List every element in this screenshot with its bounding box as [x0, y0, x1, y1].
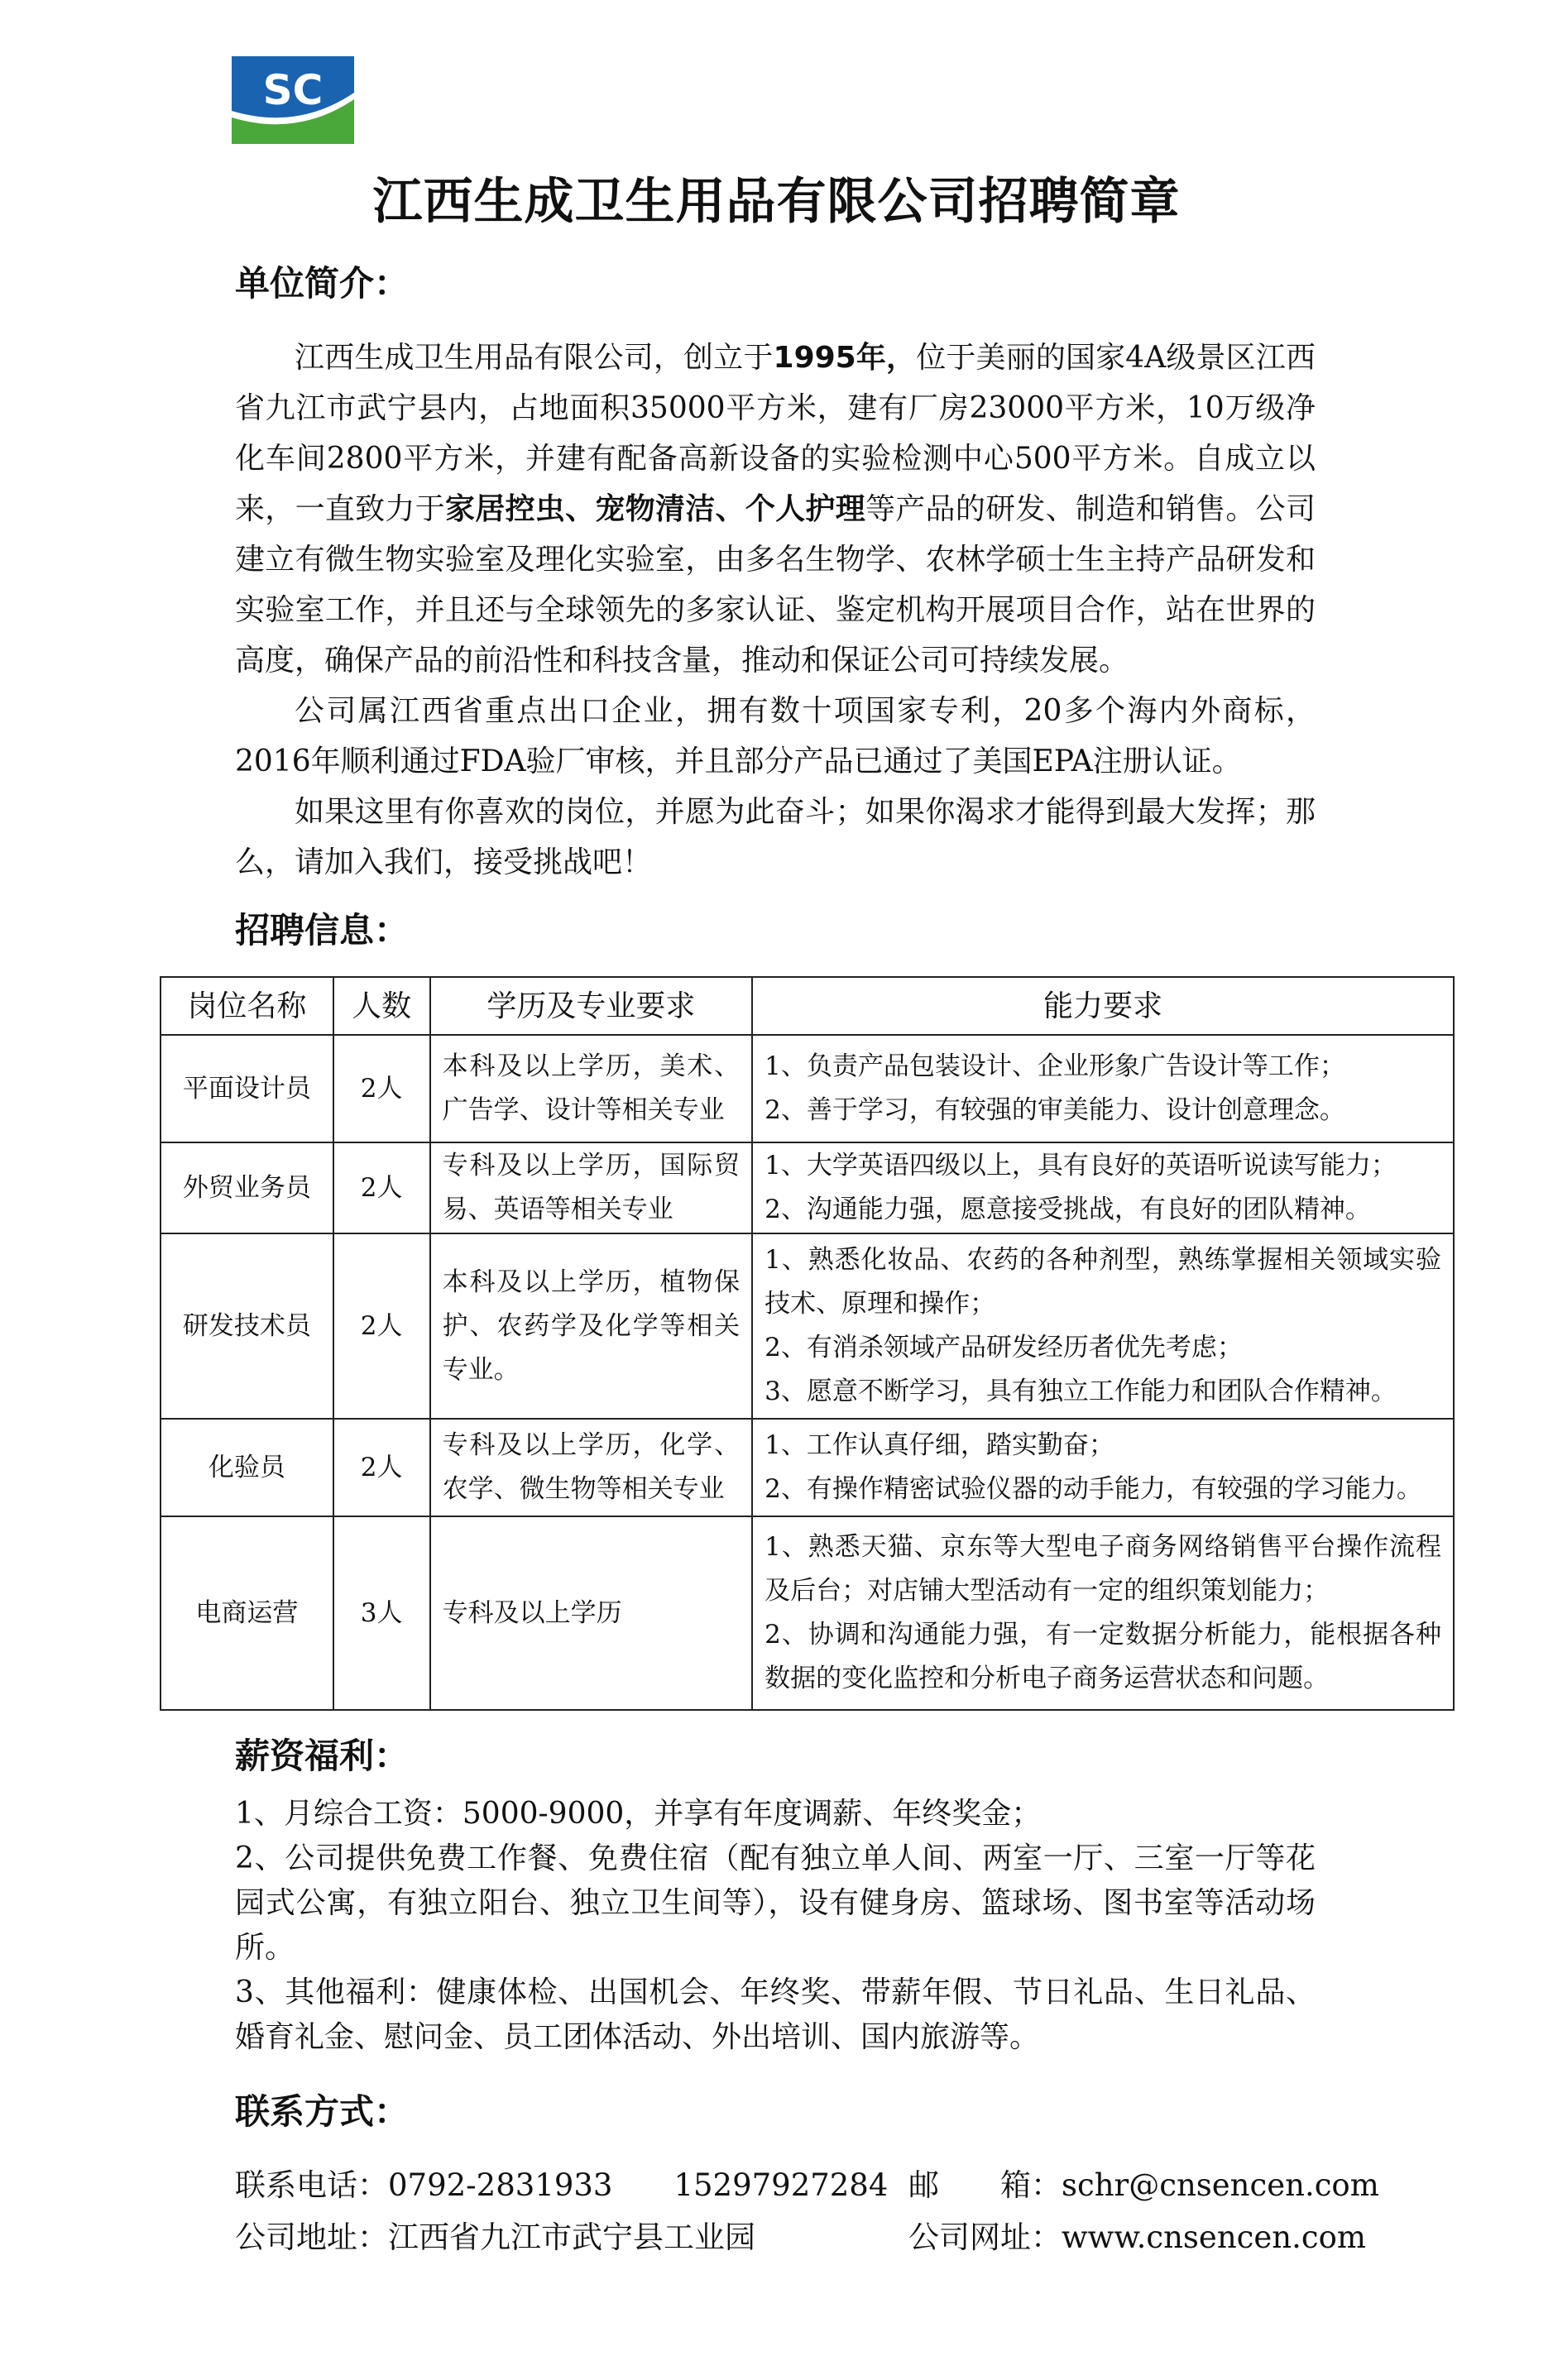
table-row: [161, 1142, 1454, 1233]
ability-item: 2、有消杀领域产品研发经历者优先考虑；: [765, 1333, 1243, 1362]
count-cell: 2人: [333, 1142, 430, 1233]
header-education: 学历及专业要求: [430, 977, 753, 1035]
count-cell: 2人: [333, 1233, 430, 1419]
position-cell: 外贸业务员: [161, 1142, 333, 1233]
abilities-cell: [752, 1516, 1454, 1710]
ability-item: 2、有操作精密试验仪器的动手能力，有较强的学习能力。: [765, 1474, 1422, 1504]
contact-website[interactable]: 公司网址：www.cnsencen.com: [908, 2220, 1366, 2255]
intro-paragraph-3: 如果这里有你喜欢的岗位，并愿为此奋斗；如果你渴求才能得到最大发挥；那么，请加入我们，接受挑战吧！: [235, 795, 1316, 879]
job-table-header: [161, 977, 1454, 1035]
position-cell: 平面设计员: [161, 1035, 333, 1142]
abilities-cell: [752, 1233, 1454, 1419]
ability-item: 1、负责产品包装设计、企业形象广告设计等工作；: [765, 1051, 1345, 1081]
education-cell: 本科及以上学历，植物保护、农药学及化学等相关专业。: [430, 1233, 753, 1419]
abilities-cell: [752, 1035, 1454, 1142]
ability-item: 2、善于学习，有较强的审美能力、设计创意理念。: [765, 1095, 1345, 1125]
benefit-item-2: 2、公司提供免费工作餐、免费住宿（配有独立单人间、两室一厅、三室一厅等花园式公寓，有独立阳台、独立卫生间等），设有健身房、篮球场、图书室等活动场所。: [235, 1841, 1316, 1965]
table-row: [161, 1035, 1454, 1142]
benefit-item-1: 1、月综合工资：5000-9000，并享有年度调薪、年终奖金；: [235, 1797, 1042, 1831]
job-table: [160, 976, 1455, 1711]
table-row: [161, 1419, 1454, 1516]
contact-phone: 联系电话：0792-2831933 15297927284: [235, 2167, 889, 2203]
recruit-heading: 招聘信息：: [235, 910, 410, 951]
benefits-heading: 薪资福利：: [235, 1736, 410, 1776]
education-cell: 本科及以上学历，美术、广告学、设计等相关专业: [430, 1035, 753, 1142]
intro-paragraph-2: 公司属江西省重点出口企业，拥有数十项国家专利，20多个海内外商标，2016年顺利通过FDA验厂审核，并且部分产品已通过了美国EPA注册认证。: [235, 694, 1316, 778]
position-cell: 化验员: [161, 1419, 333, 1516]
position-cell: 研发技术员: [161, 1233, 333, 1419]
ability-item: 1、熟悉天猫、京东等大型电子商务网络销售平台操作流程及后台；对店铺大型活动有一定的组织策划能力；: [765, 1532, 1441, 1606]
abilities-cell: [752, 1142, 1454, 1233]
abilities-cell: [752, 1419, 1454, 1516]
company-logo: [232, 56, 354, 144]
benefit-item-3: 3、其他福利：健康体检、出国机会、年终奖、带薪年假、节日礼品、生日礼品、婚育礼金、慰问金、员工团体活动、外出培训、国内旅游等。: [235, 1975, 1316, 2054]
header-abilities: 能力要求: [752, 977, 1454, 1035]
count-cell: 2人: [333, 1419, 430, 1516]
contact-heading: 联系方式：: [235, 2091, 410, 2132]
count-cell: 3人: [333, 1516, 430, 1710]
table-row: [161, 1516, 1454, 1710]
count-cell: 2人: [333, 1035, 430, 1142]
contact-email[interactable]: 邮 箱：schr@cnsencen.com: [908, 2167, 1379, 2203]
header-count: 人数: [333, 977, 430, 1035]
intro-paragraph-1: 江西生成卫生用品有限公司，创立于1995年，位于美丽的国家4A级景区江西省九江市武宁县内，占地面积35000平方米，建有厂房23000平方米，10万级净化车间2800平方米，并建有配备高新设备的实验检测中心500平方米。自成立以来，一直致力于家居控虫、宠物清洁、个人护理等产品的研发、制造和销售。公司建立有微生物实验室及理化实验室，由多名生物学、农林学硕士生主持产品研发和实验室工作，并且还与全球领先的多家认证、鉴定机构开展项目合作，站在世界的高度，确保产品的前沿性和科技含量，推动和保证公司可持续发展。: [235, 341, 1316, 678]
ability-item: 1、大学英语四级以上，具有良好的英语听说读写能力；: [765, 1151, 1397, 1180]
education-cell: 专科及以上学历，化学、农学、微生物等相关专业: [430, 1419, 753, 1516]
ability-item: 3、愿意不断学习，具有独立工作能力和团队合作精神。: [765, 1377, 1397, 1406]
ability-item: 1、工作认真仔细，踏实勤奋；: [765, 1430, 1114, 1460]
education-cell: 专科及以上学历: [430, 1516, 753, 1710]
education-cell: 专科及以上学历，国际贸易、英语等相关专业: [430, 1142, 753, 1233]
position-cell: 电商运营: [161, 1516, 333, 1710]
contact-address: 公司地址：江西省九江市武宁县工业园: [235, 2220, 755, 2255]
table-row: [161, 1233, 1454, 1419]
page-title: 江西生成卫生用品有限公司招聘简章: [372, 173, 1181, 231]
ability-item: 2、沟通能力强，愿意接受挑战，有良好的团队精神。: [765, 1195, 1371, 1224]
intro-heading: 单位简介：: [235, 263, 410, 304]
ability-item: 2、协调和沟通能力强，有一定数据分析能力，能根据各种数据的变化监控和分析电子商务运营状态和问题。: [765, 1620, 1441, 1693]
logo-text: SC: [262, 66, 324, 114]
ability-item: 1、熟悉化妆品、农药的各种剂型，熟练掌握相关领域实验技术、原理和操作；: [765, 1245, 1441, 1319]
header-position: 岗位名称: [161, 977, 333, 1035]
